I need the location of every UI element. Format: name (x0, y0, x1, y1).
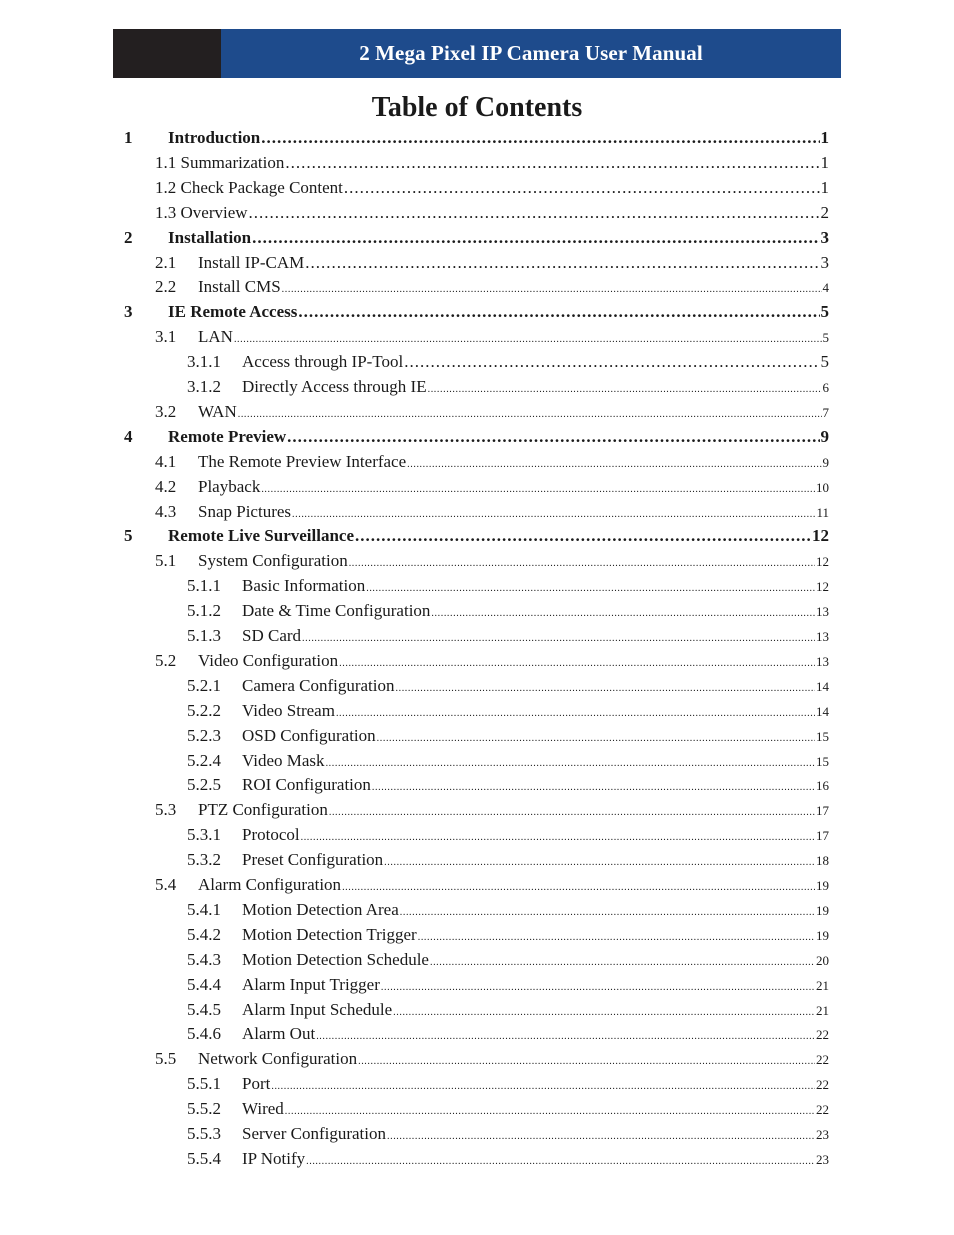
toc-entry[interactable] (187, 374, 829, 399)
toc-entry-title: PTZ Configuration (198, 800, 328, 820)
toc-entry-title: SD Card (242, 626, 302, 645)
toc-leader-dots (355, 523, 811, 548)
toc-entry-page: 7 (822, 404, 829, 420)
toc-entry[interactable] (187, 673, 829, 698)
toc-entry-page: 13 (816, 604, 829, 620)
header-black-block (113, 29, 221, 78)
toc-entry-title: WAN (198, 401, 237, 421)
toc-entry-number: 2.2 (155, 277, 177, 297)
toc-entry-number: 1 (124, 128, 133, 147)
toc-entry[interactable] (124, 424, 829, 449)
toc-entry-title: Remote Live Surveillance (168, 526, 355, 546)
toc-entry-page: 15 (816, 753, 829, 769)
toc-entry-number: 5.2.1 (187, 675, 221, 695)
toc-entry[interactable] (155, 324, 829, 349)
toc-entry-page: 13 (816, 629, 829, 644)
toc-entry[interactable] (187, 623, 829, 648)
toc-entry-page: 13 (816, 653, 829, 669)
toc-entry-title: Alarm Configuration (198, 875, 342, 894)
toc-leader-dots (404, 349, 819, 374)
toc-entry-number: 5.5.2 (187, 1099, 221, 1119)
toc-entry-title: System Configuration (198, 551, 348, 571)
toc-entry-number: 3.1.1 (187, 352, 221, 372)
toc-entry[interactable] (187, 1096, 829, 1121)
toc-entry-title: Video Stream (242, 700, 335, 720)
toc-entry-number: 5.5.4 (187, 1148, 221, 1168)
toc-entry-title: OSD Configuration (242, 725, 376, 745)
toc-entry-title: Alarm Out (242, 1024, 316, 1044)
toc-entry-page: 3 (820, 227, 829, 247)
toc-entry-page: 22 (816, 1077, 829, 1093)
toc-entry-title: Wired (242, 1099, 284, 1119)
toc-entry[interactable] (187, 1121, 829, 1146)
toc-entry[interactable] (124, 125, 829, 150)
toc-entry[interactable] (124, 523, 829, 548)
toc-entry-number: 5.4.6 (187, 1024, 221, 1044)
toc-entry-title: Playback (198, 476, 261, 496)
toc-entry-title: Preset Configuration (242, 850, 384, 870)
toc-entry[interactable] (187, 772, 829, 797)
toc-entry-page: 5 (820, 302, 829, 322)
toc-entry-number: 5.2.4 (187, 750, 221, 770)
toc-entry-title: Install CMS (198, 277, 281, 297)
toc-entry-number: 5.4.4 (187, 974, 221, 994)
toc-entry[interactable] (187, 1071, 829, 1096)
toc-entry[interactable] (155, 200, 829, 225)
toc-entry[interactable] (124, 225, 829, 250)
toc-entry-title: Directly Access through IE (242, 377, 427, 396)
toc-entry-page: 2 (820, 202, 829, 222)
header-title: 2 Mega Pixel IP Camera User Manual (221, 29, 841, 78)
toc-entry[interactable] (124, 299, 829, 324)
toc-entry-number: 5.4 (155, 875, 177, 894)
toc-leader-dots (306, 1149, 815, 1174)
toc-entry-page: 14 (816, 703, 829, 719)
toc-entry-number: 5.4.1 (187, 899, 221, 919)
toc-entry-title: Access through IP-Tool (242, 352, 404, 372)
toc-entry-number: 5.1.1 (187, 576, 221, 596)
toc-entry-number: 5.1.2 (187, 601, 221, 621)
toc-entry[interactable] (155, 175, 829, 200)
toc-entry-page: 20 (816, 952, 829, 968)
toc-entry-title: Basic Information (242, 576, 366, 596)
toc-entry-title: Camera Configuration (242, 675, 395, 695)
toc-entry[interactable] (187, 1021, 829, 1046)
toc-entry-title: 1.3 Overview (155, 202, 248, 222)
toc-entry-page: 12 (812, 526, 829, 546)
toc-entry-page: 9 (822, 454, 829, 470)
toc-entry-page: 18 (816, 853, 829, 869)
toc-entry[interactable] (187, 822, 829, 847)
toc-entry-number: 5.3.1 (187, 825, 221, 845)
toc-entry-title: Remote Preview (168, 426, 287, 446)
toc-entry-title: Server Configuration (242, 1124, 386, 1143)
toc-entry-title: IE Remote Access (168, 302, 298, 322)
toc-entry[interactable] (155, 1046, 829, 1071)
toc-entry[interactable] (187, 573, 829, 598)
toc-entry-page: 6 (822, 380, 829, 395)
toc-entry-number: 4.2 (155, 476, 177, 496)
toc-entry-number: 3.1 (155, 327, 177, 347)
toc-entry[interactable] (187, 1146, 829, 1171)
toc-entry-page: 23 (816, 1127, 829, 1142)
toc-entry-title: Motion Detection Schedule (242, 949, 429, 969)
toc-entry-page: 1 (820, 152, 829, 172)
toc-entry[interactable] (155, 250, 829, 275)
toc-leader-dots (285, 150, 819, 175)
toc-entry-title: Install IP-CAM (198, 252, 305, 272)
toc-entry-page: 12 (816, 554, 829, 570)
toc-entry-number: 5.1 (155, 551, 177, 571)
toc-entry[interactable] (187, 698, 829, 723)
toc-entry-number: 5.2.5 (187, 775, 221, 795)
toc-leader-dots (252, 225, 819, 250)
toc-entry-page: 11 (816, 504, 829, 520)
toc-entry-page: 14 (816, 678, 829, 694)
toc-entry[interactable] (155, 872, 829, 897)
toc-entry-number: 5.3.2 (187, 850, 221, 870)
toc-entry[interactable] (187, 847, 829, 872)
toc-leader-dots (249, 200, 820, 225)
toc-entry[interactable] (187, 897, 829, 922)
toc-entry-page: 10 (816, 479, 829, 495)
toc-entry[interactable] (155, 797, 829, 822)
toc-entry-title: ROI Configuration (242, 775, 371, 795)
toc-entry-title: IP Notify (242, 1148, 306, 1168)
toc-entry-page: 19 (816, 927, 829, 943)
toc-entry[interactable] (187, 598, 829, 623)
toc-leader-dots (305, 250, 819, 275)
toc-entry-number: 5.4.5 (187, 999, 221, 1019)
toc-entry[interactable] (187, 748, 829, 773)
toc-entry-page: 9 (820, 426, 829, 446)
toc-entry[interactable] (155, 449, 829, 474)
toc-entry-page: 22 (816, 1102, 829, 1118)
toc-entry-number: 3 (124, 302, 133, 322)
toc-entry-page: 17 (816, 803, 829, 819)
toc-entry[interactable] (155, 499, 829, 524)
toc-entry[interactable] (155, 474, 829, 499)
toc-entry-number: 5.4.2 (187, 924, 221, 944)
toc-entry-page: 17 (816, 828, 829, 844)
toc-entry-page: 1 (820, 128, 829, 147)
toc-entry-page: 22 (816, 1027, 829, 1043)
toc-entry-number: 4 (124, 426, 133, 446)
toc-entry-number: 5.5.1 (187, 1074, 221, 1094)
toc-entry[interactable] (187, 997, 829, 1022)
page-title: Table of Contents (371, 92, 583, 123)
toc-entry-page: 22 (816, 1052, 829, 1068)
toc-entry-page: 3 (820, 252, 829, 272)
toc-entry-title: The Remote Preview Interface (198, 451, 407, 471)
toc-leader-dots (298, 299, 819, 324)
toc-entry[interactable] (187, 922, 829, 947)
toc-entry[interactable] (155, 648, 829, 673)
toc-entry-number: 4.3 (155, 501, 177, 521)
toc-leader-dots (261, 125, 819, 150)
toc-entry-page: 21 (816, 1002, 829, 1018)
toc-entry-title: Port (242, 1074, 271, 1094)
toc-entry-number: 4.1 (155, 451, 177, 471)
toc-leader-dots (287, 424, 819, 449)
toc-entry[interactable] (155, 399, 829, 424)
toc-entry[interactable] (155, 150, 829, 175)
toc-entry-number: 5.5 (155, 1049, 177, 1069)
toc-entry-number: 5.3 (155, 800, 177, 820)
toc-entry-title: LAN (198, 327, 233, 347)
toc-entry-title: Video Mask (242, 750, 325, 770)
toc-entry-number: 5.4.3 (187, 949, 221, 969)
toc-leader-dots (344, 175, 820, 200)
toc-entry-title: 1.2 Check Package Content (155, 177, 343, 197)
toc-entry-page: 21 (816, 977, 829, 993)
toc-entry-title: Network Configuration (198, 1049, 358, 1069)
header-banner (113, 29, 841, 78)
toc-entry-number: 2.1 (155, 252, 177, 272)
toc-entry-page: 1 (820, 177, 829, 197)
toc-entry-number: 5.2 (155, 650, 177, 670)
toc-entry-number: 3.1.2 (187, 377, 221, 396)
toc-entry-title: Motion Detection Area (242, 899, 399, 919)
toc-entry-page: 23 (816, 1151, 829, 1167)
toc-entry-title: Date & Time Configuration (242, 601, 431, 621)
toc-entry[interactable] (155, 548, 829, 573)
toc-entry-title: Alarm Input Schedule (242, 999, 393, 1019)
toc-entry-page: 19 (816, 878, 829, 893)
toc-entry-title: Installation (168, 227, 252, 247)
toc-entry[interactable] (155, 274, 829, 299)
toc-entry-number: 3.2 (155, 401, 177, 421)
toc-entry-page: 19 (816, 902, 829, 918)
toc-entry[interactable] (187, 972, 829, 997)
toc-entry-title: 1.1 Summarization (155, 152, 285, 172)
toc-entry-number: 5.5.3 (187, 1124, 221, 1143)
toc-entry-title: Protocol (242, 825, 300, 845)
toc-entry-title: Introduction (168, 128, 261, 147)
toc-entry[interactable] (187, 349, 829, 374)
toc-entry-page: 16 (816, 778, 829, 794)
toc-entry[interactable] (187, 723, 829, 748)
toc-entry-page: 5 (820, 352, 829, 372)
toc-entry[interactable] (187, 947, 829, 972)
toc-entry-number: 2 (124, 227, 133, 247)
toc-entry-number: 5 (124, 526, 133, 546)
toc-entry-title: Alarm Input Trigger (242, 974, 380, 994)
toc-entry-number: 5.1.3 (187, 626, 221, 645)
toc-entry-title: Video Configuration (198, 650, 339, 670)
toc-entry-page: 4 (822, 280, 829, 296)
toc-entry-title: Motion Detection Trigger (242, 924, 417, 944)
toc-entry-number: 5.2.3 (187, 725, 221, 745)
toc-entry-page: 12 (816, 579, 829, 595)
toc-entry-page: 15 (816, 728, 829, 744)
toc-entry-number: 5.2.2 (187, 700, 221, 720)
toc-entry-title: Snap Pictures (198, 501, 292, 521)
toc-entry-page: 5 (822, 330, 829, 346)
